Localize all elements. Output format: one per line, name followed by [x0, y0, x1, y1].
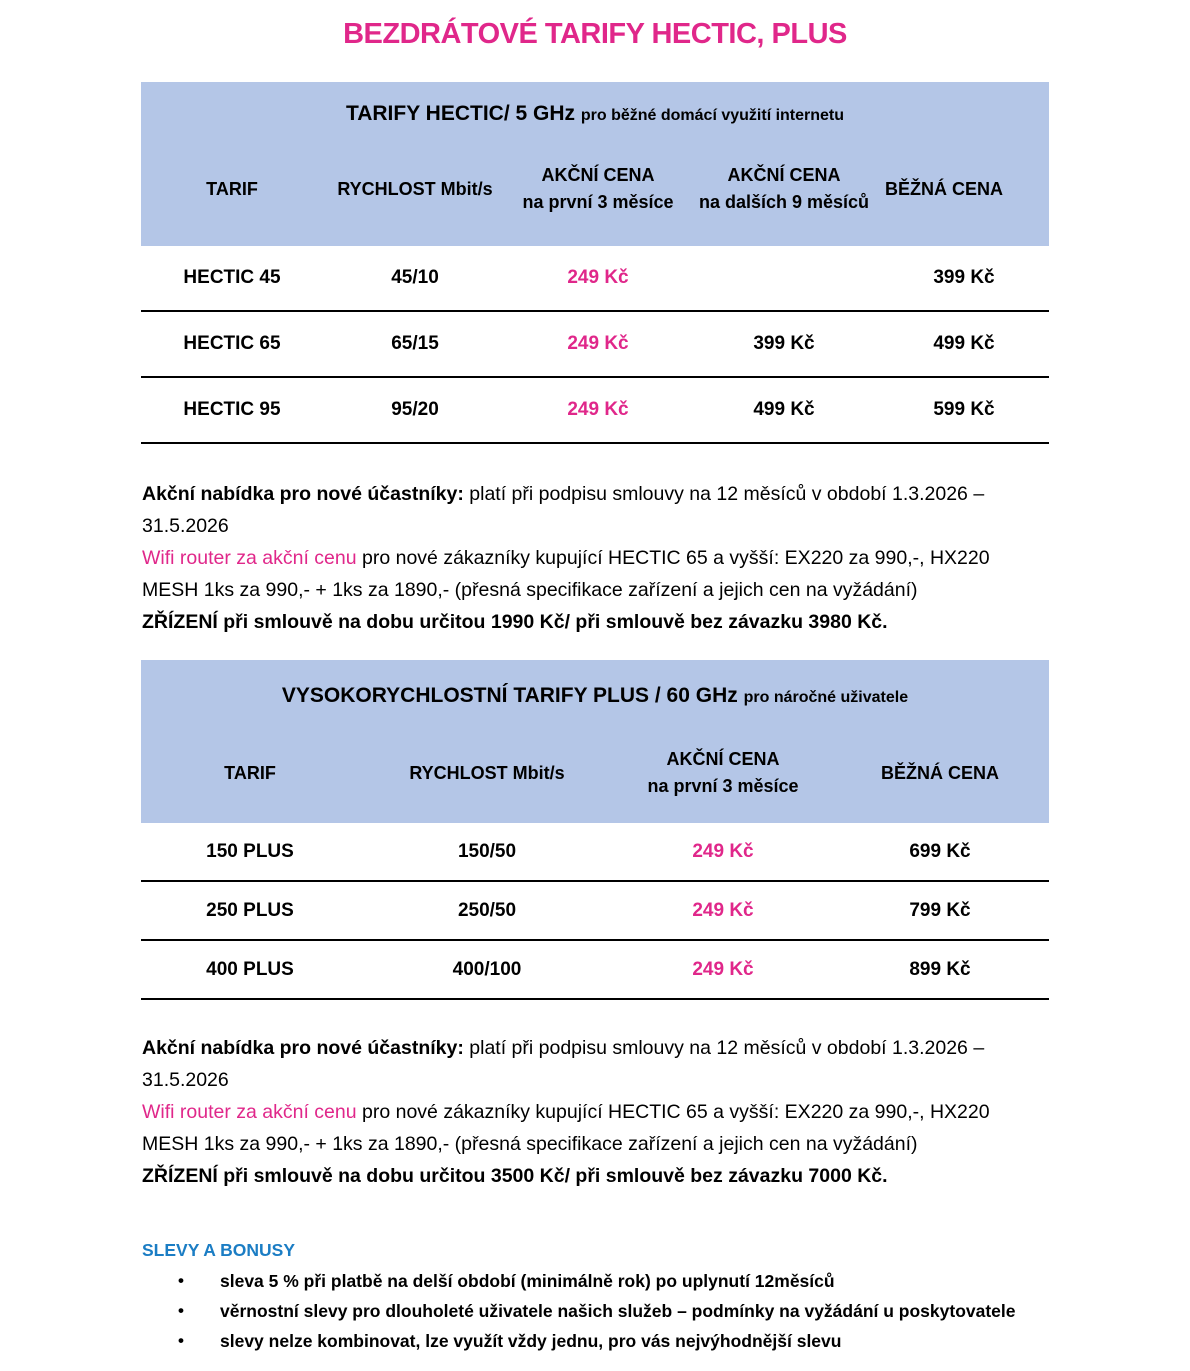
- plus-heading-sub: pro náročné uživatele: [743, 689, 909, 706]
- router-note: Wifi router za akční cenu pro nové zákazníky kupující HECTIC 65 a vyšší: EX220 za 990,-, HX220 MESH 1ks za 990,- + 1ks za 1890,- (přesná specifikace zařízení a jejich cen na vyžádání): [142, 1101, 990, 1155]
- tarif-name: HECTIC 65: [183, 333, 281, 354]
- promo-price-9m: 399 Kč: [753, 333, 815, 354]
- speed: 150/50: [457, 840, 517, 862]
- regular-price: 799 Kč: [909, 899, 971, 921]
- tarif-name: HECTIC 45: [183, 267, 281, 288]
- col-promo3: AKČNÍ CENA na první 3 měsíce: [647, 749, 799, 796]
- bullet-icon: •: [178, 1331, 184, 1350]
- promo-price-3m: 249 Kč: [692, 958, 754, 980]
- setup-note: ZŘÍZENÍ při smlouvě na dobu určitou 1990 Kč/ při smlouvě bez závazku 3980 Kč.: [142, 611, 888, 633]
- hectic-table: [141, 82, 1049, 444]
- speed: 95/20: [391, 399, 439, 420]
- offer-note: Akční nabídka pro nové účastníky: platí při podpisu smlouvy na 12 měsíců v období 1.3.2026 – 31.5.2026: [142, 1037, 985, 1091]
- plus-notes: [142, 1032, 1042, 1192]
- table-row: [141, 312, 1049, 378]
- col-promo9: AKČNÍ CENA na dalších 9 měsíců: [698, 165, 870, 212]
- setup-note: ZŘÍZENÍ při smlouvě na dobu určitou 3500 Kč/ při smlouvě bez závazku 7000 Kč.: [142, 1165, 888, 1187]
- bonuses-heading: SLEVY A BONUSY: [142, 1240, 295, 1260]
- col-speed: RYCHLOST Mbit/s: [409, 762, 565, 783]
- plus-table-title: [141, 660, 1049, 708]
- document-title: BEZDRÁTOVÉ TARIFY HECTIC, PLUS: [343, 18, 847, 50]
- promo-price-9m: 499 Kč: [753, 399, 815, 420]
- promo-price-3m: 249 Kč: [692, 840, 754, 862]
- list-item: • věrnostní slevy pro dlouholeté uživatele našich služeb – podmínky na vyžádání u poskytovatele: [142, 1296, 1082, 1326]
- speed: 65/15: [391, 333, 439, 354]
- promo-price-3m: 249 Kč: [567, 399, 629, 420]
- promo-price-3m: 249 Kč: [567, 267, 629, 288]
- col-tarif: TARIF: [224, 762, 276, 783]
- tarif-name: 250 PLUS: [206, 899, 294, 921]
- table-row: [141, 378, 1049, 444]
- regular-price: 499 Kč: [933, 333, 995, 354]
- table-row: [141, 823, 1049, 882]
- hectic-notes: [142, 478, 1042, 638]
- col-tarif: TARIF: [206, 178, 258, 199]
- offer-note: Akční nabídka pro nové účastníky: platí při podpisu smlouvy na 12 měsíců v období 1.3.2026 – 31.5.2026: [142, 483, 985, 537]
- bullet-icon: •: [178, 1301, 184, 1320]
- tarif-name: 400 PLUS: [206, 958, 294, 980]
- regular-price: 599 Kč: [933, 399, 995, 420]
- speed: 250/50: [457, 899, 517, 921]
- regular-price: 899 Kč: [909, 958, 971, 980]
- promo-price-3m: 249 Kč: [567, 333, 629, 354]
- hectic-heading: TARIFY HECTIC/ 5 GHz: [345, 102, 576, 125]
- regular-price: 699 Kč: [909, 840, 971, 862]
- plus-heading: VYSOKORYCHLOSTNÍ TARIFY PLUS / 60 GHz: [281, 684, 738, 707]
- hectic-column-headers: [141, 162, 1049, 216]
- hectic-heading-sub: pro běžné domácí využití internetu: [580, 107, 845, 124]
- table-row: [141, 941, 1049, 1000]
- hectic-table-title: [141, 82, 1049, 126]
- list-item: • sleva 5 % při platbě na delší období (minimálně rok) po uplynutí 12měsíců: [142, 1266, 1082, 1296]
- plus-column-headers: [141, 746, 1049, 800]
- tarif-name: 150 PLUS: [206, 840, 294, 862]
- speed: 45/10: [391, 267, 439, 288]
- promo-price-3m: 249 Kč: [692, 899, 754, 921]
- tarif-name: HECTIC 95: [183, 399, 281, 420]
- list-item: • slevy nelze kombinovat, lze využít vždy jednu, pro vás nejvýhodnější slevu: [142, 1326, 1082, 1356]
- col-regular: BĚŽNÁ CENA: [880, 762, 999, 783]
- col-regular: BĚŽNÁ CENA: [884, 178, 1003, 199]
- bullet-icon: •: [178, 1271, 184, 1290]
- table-row: [141, 246, 1049, 312]
- bonuses-list: [142, 1266, 1082, 1356]
- regular-price: 399 Kč: [933, 267, 995, 288]
- col-speed: RYCHLOST Mbit/s: [337, 178, 493, 199]
- table-row: [141, 882, 1049, 941]
- speed: 400/100: [452, 958, 522, 980]
- col-promo3: AKČNÍ CENA na první 3 měsíce: [522, 165, 674, 212]
- hectic-table-header: [141, 82, 1049, 246]
- plus-table-header: [141, 660, 1049, 823]
- router-note: Wifi router za akční cenu pro nové zákazníky kupující HECTIC 65 a vyšší: EX220 za 990,-, HX220 MESH 1ks za 990,- + 1ks za 1890,- (přesná specifikace zařízení a jejich cen na vyžádání): [142, 547, 990, 601]
- plus-table: [141, 660, 1049, 1000]
